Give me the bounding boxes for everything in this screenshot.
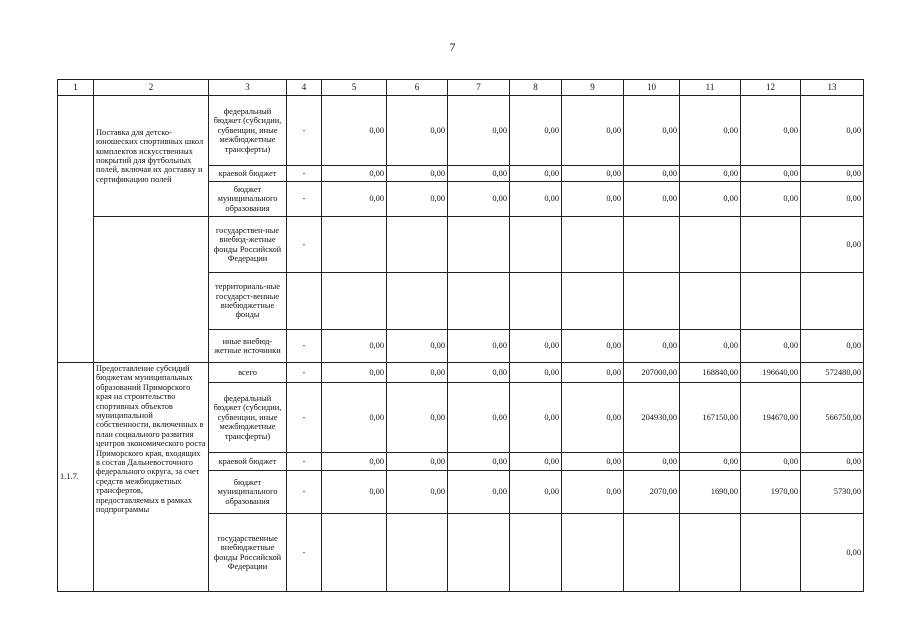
cell-value: 0,00: [448, 166, 510, 182]
funding-source: государствен-ные внебюд-жетные фонды Российской Федерации: [209, 217, 287, 273]
col-header: 4: [287, 80, 322, 96]
cell-value: 0,00: [680, 96, 741, 166]
cell-value: 0,00: [680, 166, 741, 182]
cell-value: 196640,00: [741, 363, 801, 383]
col-header: 3: [209, 80, 287, 96]
cell-col4: -: [287, 330, 322, 363]
cell-value: [322, 273, 387, 330]
col-header: 5: [322, 80, 387, 96]
cell-col4: -: [287, 383, 322, 453]
cell-value: 0,00: [448, 182, 510, 217]
cell-value: 0,00: [801, 96, 864, 166]
cell-value: 0,00: [387, 453, 448, 471]
cell-value: [510, 273, 562, 330]
cell-col4: -: [287, 182, 322, 217]
funding-source: краевой бюджет: [209, 166, 287, 182]
cell-col4: -: [287, 363, 322, 383]
cell-value: 0,00: [624, 182, 680, 217]
cell-value: 0,00: [624, 96, 680, 166]
cell-value: [510, 217, 562, 273]
cell-value: 0,00: [448, 471, 510, 514]
cell-value: [562, 273, 624, 330]
cell-value: 0,00: [741, 96, 801, 166]
item-code: 1.1.7.: [58, 363, 94, 592]
col-header: 6: [387, 80, 448, 96]
cell-value: 0,00: [322, 330, 387, 363]
cell-value: 0,00: [801, 166, 864, 182]
cell-value: 0,00: [801, 453, 864, 471]
item-code: [58, 96, 94, 363]
cell-col4: [287, 273, 322, 330]
col-header: 12: [741, 80, 801, 96]
cell-value: 0,00: [562, 182, 624, 217]
cell-value: 0,00: [562, 166, 624, 182]
cell-value: 0,00: [562, 330, 624, 363]
cell-value: 0,00: [387, 330, 448, 363]
cell-value: 0,00: [510, 182, 562, 217]
item-name-cont: [94, 217, 209, 363]
cell-value: 0,00: [387, 182, 448, 217]
cell-value: 0,00: [510, 471, 562, 514]
table-row: [58, 96, 864, 166]
cell-value: 0,00: [741, 166, 801, 182]
cell-value: [680, 273, 741, 330]
cell-value: [322, 514, 387, 592]
cell-value: 0,00: [680, 182, 741, 217]
cell-value: 1690,00: [680, 471, 741, 514]
cell-value: [741, 514, 801, 592]
cell-col4: -: [287, 217, 322, 273]
cell-value: 0,00: [510, 383, 562, 453]
cell-value: 5730,00: [801, 471, 864, 514]
cell-value: 0,00: [322, 471, 387, 514]
cell-value: [741, 217, 801, 273]
cell-value: 0,00: [801, 514, 864, 592]
col-header: 10: [624, 80, 680, 96]
funding-source: краевой бюджет: [209, 453, 287, 471]
page-number: 7: [449, 40, 456, 54]
col-header: 7: [448, 80, 510, 96]
cell-value: 0,00: [510, 330, 562, 363]
cell-value: 204930,00: [624, 383, 680, 453]
col-header: 11: [680, 80, 741, 96]
table-row: [58, 217, 864, 273]
cell-value: [448, 514, 510, 592]
cell-value: 0,00: [322, 383, 387, 453]
cell-col4: -: [287, 166, 322, 182]
cell-value: 0,00: [741, 182, 801, 217]
cell-value: [562, 217, 624, 273]
cell-value: 0,00: [387, 471, 448, 514]
cell-value: [680, 217, 741, 273]
cell-value: 0,00: [448, 363, 510, 383]
col-header: 13: [801, 80, 864, 96]
cell-value: 0,00: [510, 166, 562, 182]
cell-value: 0,00: [801, 182, 864, 217]
item-name: Предоставление субсидий бюджетам муниципальных образований Приморского края на строительство спортивных объектов муниципальной собственности, включенных в план социального развития центров экономического роста Приморского края, входящих в состав Дальневосточного федерального округа, за счет средств межбюджетных трансфертов, предоставляемых в рамках подпрограммы: [94, 363, 209, 592]
col-header: 2: [94, 80, 209, 96]
cell-value: [448, 217, 510, 273]
cell-value: 194670,00: [741, 383, 801, 453]
cell-value: 0,00: [322, 166, 387, 182]
cell-value: [801, 273, 864, 330]
cell-value: [562, 514, 624, 592]
cell-value: 207000,00: [624, 363, 680, 383]
cell-value: 0,00: [510, 453, 562, 471]
table-row: [58, 363, 864, 383]
cell-col4: -: [287, 471, 322, 514]
cell-value: 0,00: [510, 96, 562, 166]
cell-value: 0,00: [562, 96, 624, 166]
funding-source: федеральный бюджет (субсидии, субвенции, иные межбюджетные трансферты): [209, 96, 287, 166]
cell-value: 0,00: [562, 453, 624, 471]
cell-value: [624, 273, 680, 330]
col-header: 1: [58, 80, 94, 96]
cell-value: 572480,00: [801, 363, 864, 383]
item-name: Поставка для детско-юношеских спортивных школ комплектов искусственных покрытий для футбольных полей, включая их доставку и сертификацию полей: [94, 96, 209, 217]
cell-value: 0,00: [741, 453, 801, 471]
cell-value: [680, 514, 741, 592]
cell-value: [322, 217, 387, 273]
cell-value: 0,00: [387, 363, 448, 383]
cell-col4: -: [287, 96, 322, 166]
cell-value: 0,00: [680, 453, 741, 471]
cell-value: [624, 217, 680, 273]
funding-source: государственные внебюджетные фонды Российской Федерации: [209, 514, 287, 592]
cell-value: [387, 217, 448, 273]
cell-value: 0,00: [741, 330, 801, 363]
cell-value: [510, 514, 562, 592]
cell-col4: -: [287, 514, 322, 592]
cell-value: 0,00: [680, 330, 741, 363]
cell-value: 2070,00: [624, 471, 680, 514]
cell-value: 0,00: [448, 96, 510, 166]
cell-value: 0,00: [322, 182, 387, 217]
cell-value: 0,00: [448, 383, 510, 453]
cell-value: [624, 514, 680, 592]
col-header: 8: [510, 80, 562, 96]
cell-value: 0,00: [624, 330, 680, 363]
cell-value: 0,00: [387, 96, 448, 166]
cell-value: 0,00: [387, 166, 448, 182]
cell-value: 167150,00: [680, 383, 741, 453]
funding-source: бюджет муниципального образования: [209, 182, 287, 217]
cell-value: 0,00: [448, 453, 510, 471]
cell-value: 0,00: [387, 383, 448, 453]
budget-table: [57, 79, 864, 592]
header-row: [58, 80, 864, 96]
cell-col4: -: [287, 453, 322, 471]
cell-value: 0,00: [624, 453, 680, 471]
funding-source: федеральный бюджет (субсидии, субвенции, иные межбюджетные трансферты): [209, 383, 287, 453]
cell-value: 168840,00: [680, 363, 741, 383]
cell-value: 0,00: [562, 363, 624, 383]
cell-value: [387, 514, 448, 592]
cell-value: 0,00: [562, 383, 624, 453]
cell-value: 0,00: [562, 471, 624, 514]
cell-value: 566750,00: [801, 383, 864, 453]
cell-value: 0,00: [322, 363, 387, 383]
cell-value: [741, 273, 801, 330]
funding-source: всего: [209, 363, 287, 383]
cell-value: 0,00: [801, 330, 864, 363]
cell-value: 0,00: [448, 330, 510, 363]
cell-value: 1970,00: [741, 471, 801, 514]
cell-value: 0,00: [510, 363, 562, 383]
funding-source: иные внебюд-жетные источники: [209, 330, 287, 363]
cell-value: 0,00: [624, 166, 680, 182]
cell-value: 0,00: [322, 453, 387, 471]
cell-value: [448, 273, 510, 330]
cell-value: [387, 273, 448, 330]
cell-value: 0,00: [801, 217, 864, 273]
funding-source: территориаль-ные государст-венные внебюджетные фонды: [209, 273, 287, 330]
col-header: 9: [562, 80, 624, 96]
cell-value: 0,00: [322, 96, 387, 166]
funding-source: бюджет муниципального образования: [209, 471, 287, 514]
